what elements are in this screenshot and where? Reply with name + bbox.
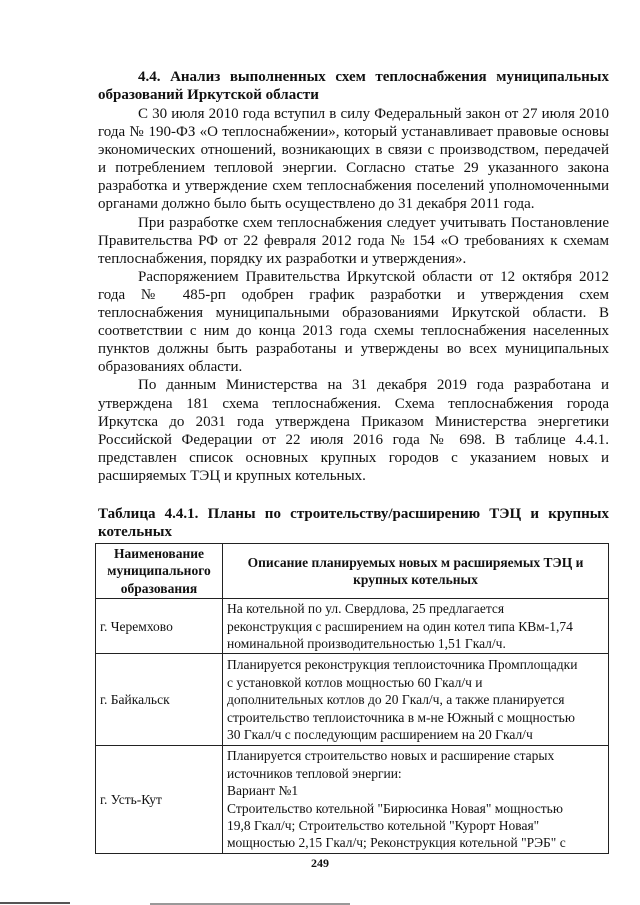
table-caption: Таблица 4.4.1. Планы по строительству/расширению ТЭЦ и крупных котельных <box>98 505 609 540</box>
description-cell <box>223 654 609 746</box>
description-line: с установкой котлов мощностью 60 Гкал/ч и <box>227 674 483 690</box>
municipality-cell: г. Байкальск <box>96 654 223 746</box>
paragraph-ministry-data: По данным Министерства на 31 декабря 2019 года разработана и утверждена 181 схема теплоснабжения. Схема теплоснабжения города Иркутска до 2031 года утверждена Приказом Министерства энергетики Российской Федерации от 22 июля 2016 года № 698. В таблице 4.4.1. представлен список основных крупных городов с указанием новых и расширяемых ТЭЦ и крупных котельных. <box>98 377 609 484</box>
description-line: номинальной производительностью 1,51 Гкал/ч. <box>227 636 506 651</box>
column-header-description: Описание планируемых новых м расширяемых ТЭЦ и крупных котельных <box>223 543 609 598</box>
column-header-municipality: Наименование муниципального образования <box>96 543 223 598</box>
description-line: Планируется реконструкция теплоисточника Промплощадки <box>227 657 578 673</box>
table-row <box>96 599 609 654</box>
paragraph-government-decree: При разработке схем теплоснабжения следует учитывать Постановление Правительства РФ от 22 февраля 2012 года № 154 «О требованиях к схемам теплоснабжения, порядку их разработки и утверждения». <box>98 214 609 267</box>
plans-table <box>95 543 609 854</box>
description-line: На котельной по ул. Свердлова, 25 предлагается <box>227 601 505 617</box>
paragraph-regional-order: Распоряжением Правительства Иркутской области от 12 октября 2012 года № 485-рп одобрен график разработки и утверждения схем теплоснабжения муниципальными образованиями Иркутской области. В соответствии с ним до конца 2013 года схемы теплоснабжения населенных пунктов должны быть разработаны и утверждены во всех муниципальных образованиях области. <box>98 268 609 376</box>
description-line: 19,8 Гкал/ч; Строительство котельной "Курорт Новая" <box>227 818 540 834</box>
description-line: мощностью 2,15 Гкал/ч; Реконструкция котельной "РЭБ" с <box>227 835 566 851</box>
table-row <box>96 654 609 746</box>
scan-edge-mark <box>0 902 70 904</box>
municipality-cell: г. Усть-Кут <box>96 746 223 853</box>
table-row <box>96 746 609 853</box>
table-header-row <box>96 543 609 598</box>
description-line: строительство теплоисточника в м-не Южный с мощностью <box>227 709 575 725</box>
description-line: реконструкция с расширением на один котел типа КВм-1,74 <box>227 618 573 634</box>
description-line: источников тепловой энергии: <box>227 765 402 781</box>
description-line: Вариант №1 <box>227 783 299 799</box>
description-line: 30 Гкал/ч с последующим расширением на 20 Гкал/ч <box>227 727 533 743</box>
paragraph-federal-law: С 30 июля 2010 года вступил в силу Федеральный закон от 27 июля 2010 года № 190-ФЗ «О теплоснабжении», который устанавливает правовые основы экономических отношений, возникающих в связи с производством, передачей и потреблением тепловой энергии. Согласно статье 29 указанного закона разработка и утверждение схем теплоснабжения поселений уполномоченными органами должно было быть осуществлено до 31 декабря 2011 года. <box>98 106 609 213</box>
description-cell <box>223 599 609 654</box>
description-cell <box>223 746 609 853</box>
document-page <box>98 68 609 854</box>
section-heading: 4.4. Анализ выполненных схем теплоснабжения муниципальных образований Иркутской области <box>98 69 609 103</box>
municipality-cell: г. Черемхово <box>96 599 223 654</box>
description-line: Планируется строительство новых и расширение старых <box>227 748 555 764</box>
page-number: 249 <box>311 856 329 870</box>
description-line: Строительство котельной "Бирюсинка Новая" мощностью <box>227 800 563 816</box>
description-line: дополнительных котлов до 20 Гкал/ч, а также планируется <box>227 692 565 708</box>
